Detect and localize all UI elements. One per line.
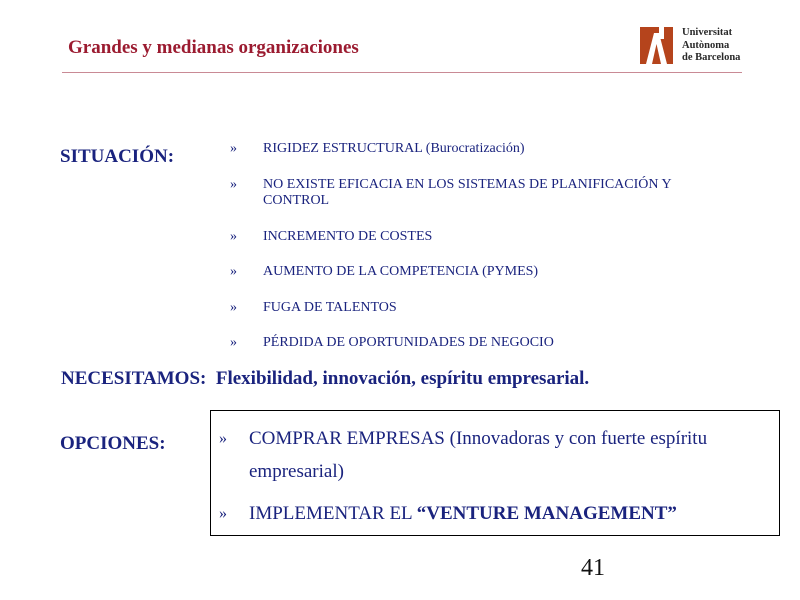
bullet-icon: » xyxy=(230,335,237,350)
bullet-icon: » xyxy=(219,430,227,447)
venture-management-emphasis: “VENTURE MANAGEMENT” xyxy=(416,503,677,524)
list-item xyxy=(230,264,740,281)
situacion-list xyxy=(230,141,740,352)
opcion-item xyxy=(219,422,759,488)
bullet-icon: » xyxy=(230,264,237,279)
list-item xyxy=(230,141,740,158)
list-item-text: NO EXISTE EFICACIA EN LOS SISTEMAS DE PLANIFICACIÓN Y CONTROL xyxy=(263,176,672,208)
uab-logo-icon xyxy=(640,27,673,64)
opcion-text-prefix: IMPLEMENTAR EL xyxy=(249,503,417,524)
list-item-text: RIGIDEZ ESTRUCTURAL (Burocratización) xyxy=(263,141,525,156)
opciones-label: OPCIONES: xyxy=(60,433,166,454)
list-item xyxy=(230,300,740,317)
uab-logo xyxy=(640,27,750,67)
slide-title: Grandes y medianas organizaciones xyxy=(68,37,359,58)
uab-logo-text xyxy=(682,27,740,65)
list-item-text: AUMENTO DE LA COMPETENCIA (PYMES) xyxy=(263,264,539,279)
logo-line: Universitat xyxy=(682,27,733,38)
bullet-icon: » xyxy=(230,228,237,244)
logo-line: de Barcelona xyxy=(682,52,741,63)
page-number: 41 xyxy=(581,555,605,581)
list-item xyxy=(230,335,740,352)
title-divider xyxy=(62,72,742,73)
bullet-icon: » xyxy=(219,505,227,522)
opciones-box xyxy=(210,410,780,536)
list-item xyxy=(230,229,740,246)
opcion-text xyxy=(219,497,774,530)
situacion-label: SITUACIÓN: xyxy=(60,146,175,167)
opcion-text: COMPRAR EMPRESAS (Innovadoras y con fuerte espíritu empresarial) xyxy=(249,428,708,482)
bullet-icon: » xyxy=(230,141,237,156)
logo-line: Autònoma xyxy=(682,39,730,51)
bullet-icon: » xyxy=(230,299,237,315)
list-item-text: PÉRDIDA DE OPORTUNIDADES DE NEGOCIO xyxy=(263,335,554,350)
list-item xyxy=(230,177,740,210)
necesitamos-text: Flexibilidad, innovación, espíritu empresarial. xyxy=(215,368,590,389)
list-item-text: INCREMENTO DE COSTES xyxy=(263,228,433,244)
necesitamos-line xyxy=(61,368,589,390)
bullet-icon: » xyxy=(230,176,237,192)
list-item-text: FUGA DE TALENTOS xyxy=(263,299,397,315)
necesitamos-label: NECESITAMOS: xyxy=(61,368,207,389)
opcion-item xyxy=(219,497,774,530)
